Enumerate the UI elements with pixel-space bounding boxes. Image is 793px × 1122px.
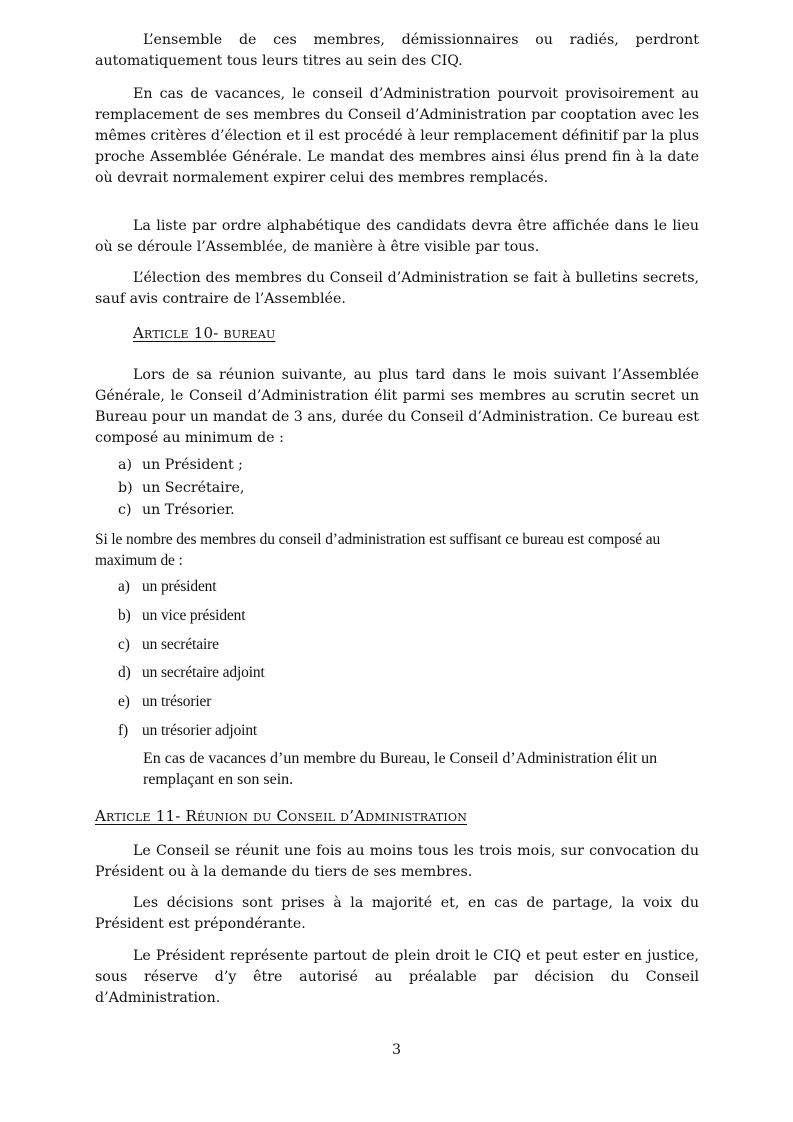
article-10-intro: Lors de sa réunion suivante, au plus tard dans le mois suivant l’Assemblée Générale, le Conseil d’Administration élit parmi ses membres au scrutin secret un Bureau pour un mandat de 3 ans, durée du Conseil d’Administration. Ce bureau est composé au minimum de :	[95, 367, 699, 446]
list-item: b) un vice président	[118, 607, 246, 624]
list-item: a) un président	[118, 578, 217, 595]
article-11-paragraph-3: Le Président représente partout de plein droit le CIQ et peut ester en justice, sous réserve d’y être autorisé au préalable par décision du Conseil d’Administration.	[95, 948, 699, 1006]
article-11-heading: Article 11- Réunion du Conseil d’Administration	[95, 807, 468, 825]
page-number: 3	[391, 1042, 402, 1058]
list-item: b) un Secrétaire,	[118, 480, 245, 496]
list-item: c) un Trésorier.	[118, 502, 235, 518]
list-item: f) un trésorier adjoint	[118, 722, 258, 739]
paragraph-candidates: La liste par ordre alphabétique des candidats devra être affichée dans le lieu où se déroule l’Assemblée, de manière à être visible par tous.	[95, 218, 699, 255]
list-item: e) un trésorier	[118, 693, 212, 710]
list-item: c) un secrétaire	[118, 636, 219, 653]
paragraph-vacancy: En cas de vacances, le conseil d’Administration pourvoit provisoirement au remplacement de ses membres du Conseil d’Administration par cooptation avec les mêmes critères d’élection et il est procédé à leur remplacement définitif par la plus proche Assemblée Générale. Le mandat des membres ainsi élus prend fin à la date où devrait normalement expirer celui des membres remplacés.	[95, 86, 699, 186]
bureau-maximum-intro: Si le nombre des membres du conseil d’administration est suffisant ce bureau est composé au maximum de :	[95, 531, 661, 569]
paragraph-election: L’élection des membres du Conseil d’Administration se fait à bulletins secrets, sauf avis contraire de l’Assemblée.	[95, 270, 699, 307]
article-11-paragraph-2: Les décisions sont prises à la majorité et, en cas de partage, la voix du Président est prépondérante.	[95, 895, 699, 932]
list-item: d) un secrétaire adjoint	[118, 664, 265, 681]
paragraph-removal: L’ensemble de ces membres, démissionnaires ou radiés, perdront automatiquement tous leurs titres au sein des CIQ.	[95, 32, 699, 69]
bureau-vacancy-note: En cas de vacances d’un membre du Bureau, le Conseil d’Administration élit un remplaçant en son sein.	[143, 750, 658, 788]
list-item: a) un Président ;	[118, 457, 243, 473]
article-11-paragraph-1: Le Conseil se réunit une fois au moins tous les trois mois, sur convocation du Président ou à la demande du tiers de ses membres.	[95, 843, 699, 880]
article-10-heading: Article 10- bureau	[133, 324, 276, 342]
